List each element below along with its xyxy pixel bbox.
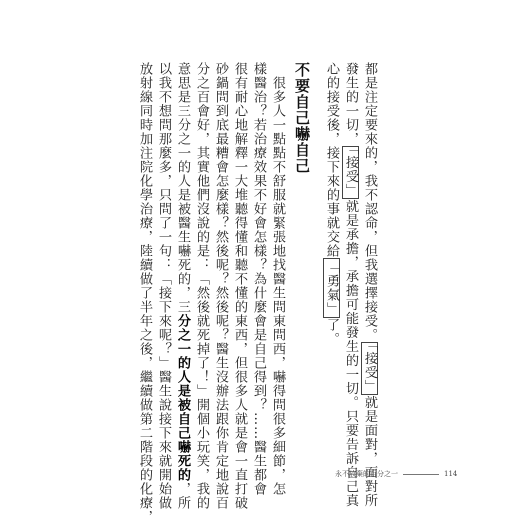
paragraph-1-line-3	[322, 62, 341, 346]
text: 心的接受後，接下來的事就交給	[324, 62, 339, 258]
emphasized-text: 分之一的人是被自己嚇死的	[175, 314, 190, 482]
text: 都是注定要來的，我不認命，但我選擇接受。	[362, 62, 377, 342]
text: ，所	[175, 482, 190, 510]
text: 意思是三分之一的人是被醫生嚇死的，三	[175, 62, 190, 314]
paragraph-2-line-2: 樣醫治？若治療效果不好會怎樣？為什麼會是自己得到？……醫生都會	[251, 62, 266, 496]
text: 就是承擔，承擔可能發生的一切。只要告訴自己真	[343, 199, 358, 508]
text: 發生的一切，	[343, 62, 358, 146]
boxed-term: 「勇氣」	[324, 260, 339, 316]
paragraph-2-line-7: 以我不想問那麼多，只問了一句：「接下來呢？」醫生說接下來就開始做	[156, 62, 171, 510]
paragraph-2-line-5: 分之百會好，其實他們沒說的是：「然後就死掉了！」開個小玩笑，我的	[194, 62, 209, 510]
paragraph-2-line-4: 砂鍋問到底最糟會怎麼樣？然後呢？然後呢？醫生沒辦法跟你肯定地說百	[213, 62, 228, 510]
page-footer	[335, 469, 457, 479]
paragraph-1-line-2	[341, 62, 360, 507]
paragraph-2-line-8: 放射線同時加注院化學治療，陸續做了半年之後，繼續做第二階段的化療，	[137, 62, 152, 524]
book-title: 永不放棄的百分之一	[335, 470, 398, 478]
paragraph-2-line-6	[173, 62, 192, 510]
footer-divider	[403, 474, 439, 475]
section-heading: 不要自己嚇自己	[293, 62, 311, 174]
paragraph-1-line-1	[360, 62, 379, 507]
text: 就是面對，面對所	[362, 395, 377, 508]
boxed-term: 「接受」	[343, 148, 358, 198]
paragraph-2-line-1: 很多人一點點不舒服就緊張地找醫生問東問西，嚇得問很多細節，怎	[270, 76, 285, 496]
text: 了。	[324, 318, 339, 346]
boxed-term: 「接受」	[362, 344, 377, 394]
page-number: 114	[444, 470, 458, 478]
paragraph-2-line-3: 很有耐心地解釋一大堆聽得懂和聽不懂的東西，但很多人就是會一直打破	[232, 62, 247, 510]
